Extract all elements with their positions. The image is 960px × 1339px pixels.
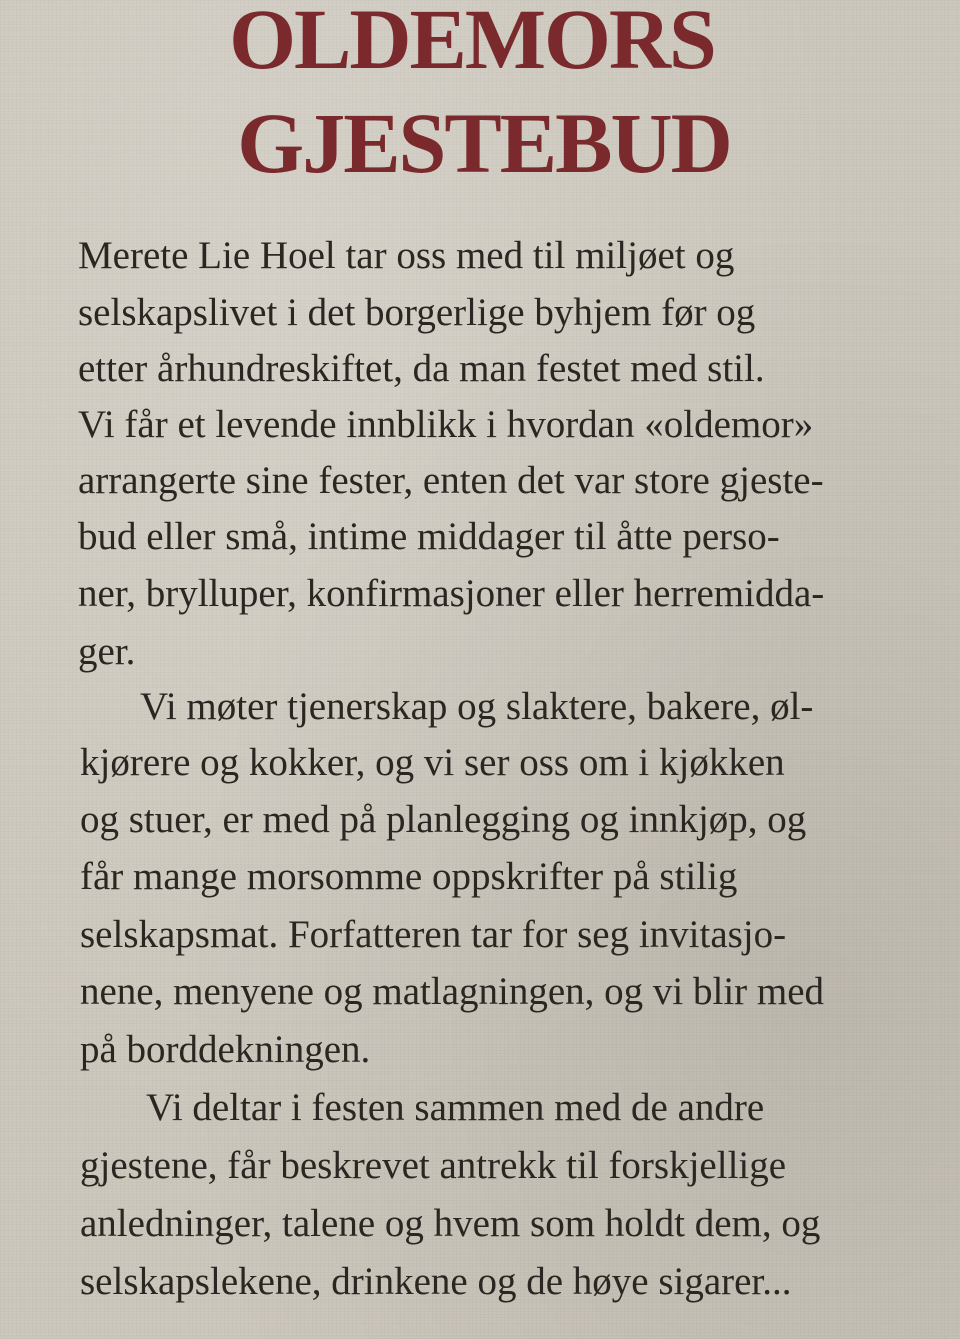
blurb-line: kjørere og kokker, og vi ser oss om i kjøkken [80, 741, 785, 784]
blurb-line: Vi deltar i festen sammen med de andre [146, 1086, 765, 1129]
blurb-line: selskapslekene, drinkene og de høye sigarer... [80, 1260, 792, 1303]
blurb-line: ger. [78, 630, 136, 673]
blurb-line: og stuer, er med på planlegging og innkjøp, og [80, 798, 807, 841]
book-title-line-1: OLDEMORS [229, 0, 715, 87]
blurb-line: anledninger, talene og hvem som holdt dem, og [80, 1202, 821, 1245]
blurb-line: selskapslivet i det borgerlige byhjem før og [78, 291, 756, 334]
blurb-line: bud eller små, intime middager til åtte perso- [78, 515, 780, 558]
blurb-line: selskapsmat. Forfatteren tar for seg invitasjo- [80, 913, 787, 956]
blurb-line: ner, brylluper, konfirmasjoner eller herremidda- [78, 572, 825, 615]
blurb-line: Vi får et levende innblikk i hvordan «oldemor» [78, 403, 814, 446]
blurb-line: arrangerte sine fester, enten det var store gjeste- [78, 459, 824, 502]
blurb-line: etter århundreskiftet, da man festet med stil. [78, 347, 765, 390]
blurb-line: på borddekningen. [80, 1028, 371, 1071]
blurb-line: Vi møter tjenerskap og slaktere, bakere, øl- [140, 685, 814, 728]
blurb-line: nene, menyene og matlagningen, og vi blir med [80, 970, 825, 1013]
blurb-line: gjestene, får beskrevet antrekk til forskjellige [80, 1144, 787, 1187]
book-title-line-2: GJESTEBUD [237, 95, 731, 191]
blurb-line: Merete Lie Hoel tar oss med til miljøet og [78, 234, 735, 277]
blurb-line: får mange morsomme oppskrifter på stilig [80, 855, 738, 898]
